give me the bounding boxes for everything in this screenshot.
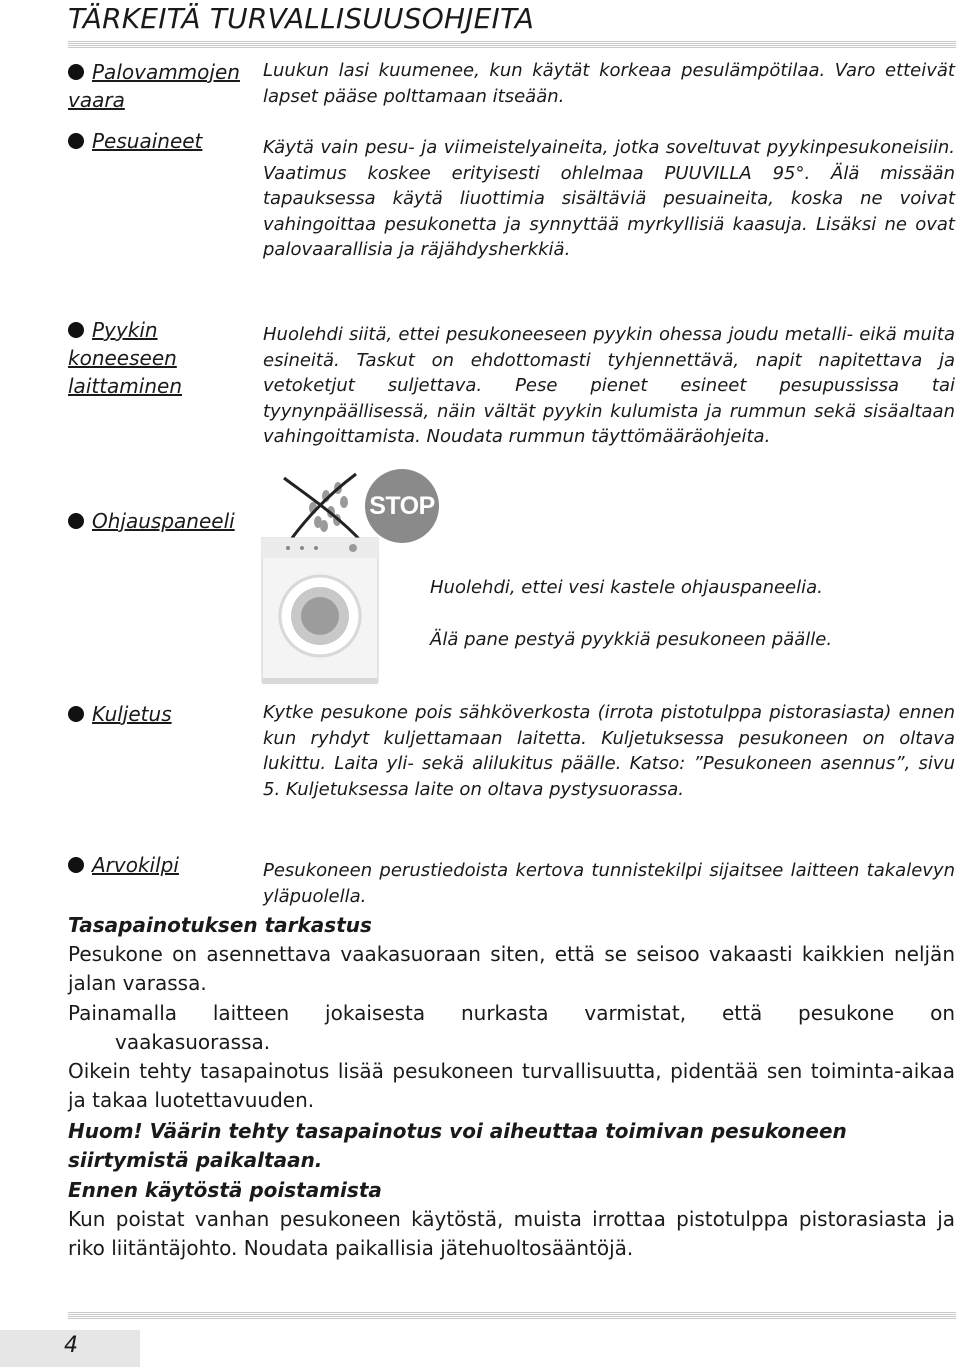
text-pyykin: Huolehdi siitä, ettei pesukoneeseen pyykin ohessa joudu metalli- eikä muita esineitä. Taskut on ehdottomasti tyhjennettävä, napit napitettava ja vetoketjut suljettava. Pese pienet esineet pesupussissa tai tyynynpäällisessä, näin vältät pyykin kulumista ja rummun sekä sisäaltaan vahingoittamista. Noudata rummun täyttömääräohjeita. — [263, 324, 955, 447]
caption-water: Huolehdi, ettei vesi kastele ohjauspaneelia. — [430, 577, 823, 598]
text-kuljetus: Kytke pesukone pois sähköverkosta (irrota pistotulppa pistorasiasta) ennen kun ryhdyt kuljettamaan laitetta. Kuljetuksessa pesukoneen on oltava lukittu. Laita yli- sekä alilukitus päälle. Katso: ”Pesukoneen asennus”, sivu 5. Kuljetuksessa laite on oltava pystysuorassa. — [263, 702, 955, 800]
bullet-icon — [68, 322, 84, 338]
text-pesuaineet: Käytä vain pesu- ja viimeistelyaineita, jotka soveltuvat pyykinpesukoneisiin. Vaatimus koskee erityisesti ohlelmaa PUUVILLA 95°. Älä missään tapauksessa käytä liuottimia sisältäviä pesuaineita, koska ne voivat vahingoittaa pesukonetta ja synnyttää myrkyllisiä kaasuja. Lisäksi ne ovat palovaarallisia ja räjähdysherkkiä. — [263, 137, 955, 260]
warning-tasapainotus: Huom! Väärin tehty tasapainotus voi aiheuttaa toimivan pesukoneen siirtymistä paikaltaan. — [68, 1119, 847, 1172]
side-label-arvokilpi: Arvokilpi — [68, 851, 253, 879]
paragraph-ennen: Kun poistat vanhan pesukoneen käytöstä, muista irrottaa pistotulppa pistorasiasta ja riko liitäntäjohto. Noudata paikallisia jätehuoltosääntöjä. — [68, 1207, 955, 1260]
side-label-pesuaineet: Pesuaineet — [68, 127, 253, 155]
bullet-icon — [68, 857, 84, 873]
bullet-icon — [68, 706, 84, 722]
paragraph-tasapainotus-2: Painamalla laitteen jokaisesta nurkasta varmistat, että pesukone on vaakasuorassa. — [68, 1001, 955, 1054]
text-arvokilpi: Pesukoneen perustiedoista kertova tunnistekilpi sijaitsee laitteen takalevyn yläpuolella. — [263, 860, 955, 907]
side-label-ohjauspaneeli: Ohjauspaneeli — [68, 507, 253, 535]
caption-laundry: Älä pane pestyä pyykkiä pesukoneen päälle. — [430, 629, 833, 650]
washing-machine-icon — [262, 538, 378, 684]
page-title: TÄRKEITÄ TURVALLISUUSOHJEITA — [68, 2, 535, 35]
side-label-palovammojen: Palovammojen vaara — [68, 60, 240, 112]
side-label-kuljetus: Kuljetus — [68, 700, 253, 728]
bullet-icon — [68, 513, 84, 529]
page-number: 4 — [64, 1333, 78, 1358]
paragraph-tasapainotus-1: Pesukone on asennettava vaakasuoraan siten, että se seisoo vakaasti kaikkien neljän jalan varassa. — [68, 942, 955, 995]
bottom-rule — [68, 1311, 956, 1319]
bullet-icon — [68, 64, 84, 80]
bullet-icon — [68, 133, 84, 149]
text-palovammojen: Luukun lasi kuumenee, kun käytät korkeaa pesulämpötilaa. Varo etteivät lapset pääse polttamaan itseään. — [263, 60, 955, 107]
heading-ennen: Ennen käytöstä poistamista — [68, 1178, 382, 1202]
side-label-pyykin: Pyykin koneeseen laittaminen — [68, 318, 183, 398]
top-rule — [68, 40, 956, 48]
heading-tasapainotus: Tasapainotuksen tarkastus — [68, 913, 372, 937]
stop-sign-icon: STOP — [365, 469, 439, 543]
paragraph-tasapainotus-3: Oikein tehty tasapainotus lisää pesukoneen turvallisuutta, pidentää sen toiminta-aikaa ja takaa luotettavuuden. — [68, 1059, 955, 1112]
